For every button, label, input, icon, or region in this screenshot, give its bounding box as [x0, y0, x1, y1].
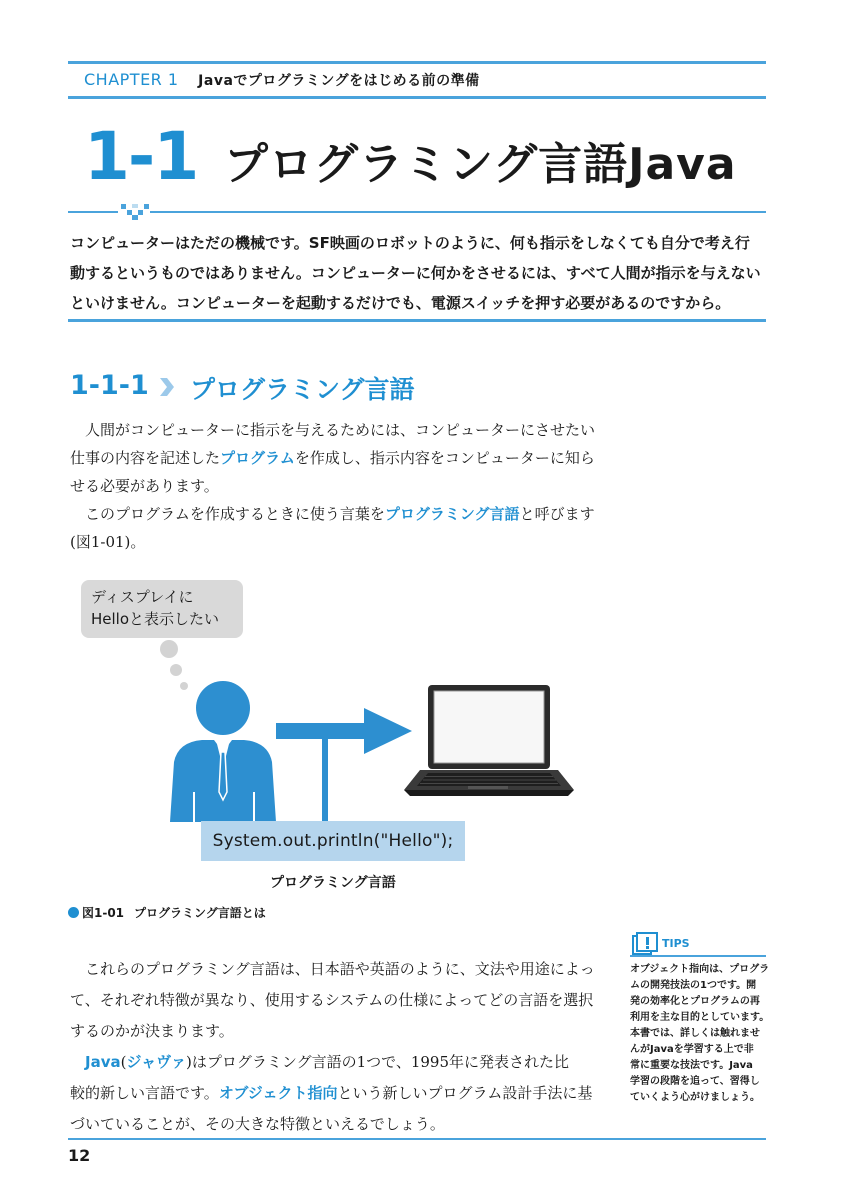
thought-dot — [170, 664, 182, 676]
tips-body — [630, 962, 770, 1106]
footer-rule — [68, 1138, 766, 1140]
figure-caption — [68, 904, 266, 921]
tips-rule — [630, 955, 766, 957]
intro-line: といけません。コンピューターを起動するだけでも、電源スイッチを押す必要があるのですから。 — [70, 294, 731, 312]
text-run: を作成し、指示内容をコンピューターに知ら — [294, 449, 595, 467]
text-run: 仕事の内容を記述した — [70, 449, 221, 467]
chapter-title: Javaでプログラミングをはじめる前の準備 — [198, 73, 480, 89]
keyword-program: プログラム — [220, 449, 295, 467]
caption-number: 図1-01 — [82, 906, 125, 920]
keyword-java: Java — [85, 1053, 121, 1071]
tips-label: TIPS — [662, 937, 690, 950]
paragraph-line: て、それぞれ特徴が異なり、使用するシステムの仕様によってどの言語を選択 — [70, 991, 594, 1009]
paragraph-line: せる必要があります。 — [70, 477, 219, 495]
text-run: ) — [186, 1053, 192, 1071]
keyword-programming-language: プログラミング言語 — [384, 505, 520, 523]
paragraph-line: これらのプログラミング言語は、日本語や英語のように、文法や用途によっ — [85, 960, 595, 978]
tips-line: ていくよう心がけましょう。 — [630, 1092, 760, 1103]
tips-line: 本書では、詳しくは触れませ — [630, 1028, 760, 1039]
paragraph-line — [70, 1047, 610, 1078]
arrow-right-icon — [276, 706, 416, 756]
tips-icon — [632, 932, 658, 956]
text-run: ( — [120, 1053, 127, 1071]
subsection-number: 1-1-1 — [70, 370, 149, 401]
divider-right — [150, 211, 766, 213]
chevron-right-icon — [158, 376, 176, 398]
laptop-icon — [398, 682, 578, 798]
chapter-header — [84, 70, 480, 90]
paragraph-line — [70, 500, 610, 528]
divider-left — [68, 211, 118, 213]
person-icon — [170, 680, 280, 822]
text-run: このプログラムを作成するときに使う言葉を — [85, 505, 385, 523]
tips-line: 発の効率化とプログラムの再 — [630, 996, 760, 1007]
bubble-line: ディスプレイに — [91, 588, 194, 606]
top-rule — [68, 61, 766, 64]
paragraph-line: 人間がコンピューターに指示を与えるためには、コンピューターにさせたい — [85, 421, 596, 439]
chapter-rule — [68, 96, 766, 99]
thought-bubble — [81, 580, 243, 638]
tips-line: オブジェクト指向は、プログラ — [630, 964, 770, 975]
section-title: プログラミング言語Java — [224, 139, 737, 190]
paragraph-line: するのかが決まります。 — [70, 1022, 234, 1040]
keyword-object-oriented: オブジェクト指向 — [218, 1084, 338, 1102]
paragraph-line: づいていることが、その大きな特徴といえるでしょう。 — [70, 1115, 445, 1133]
tips-line: んがJavaを学習する上で非 — [630, 1044, 754, 1055]
connector-line — [321, 736, 329, 822]
tips-line: ムの開発技法の1つです。開 — [630, 980, 757, 991]
text-run: 較的新しい言語です。 — [70, 1084, 219, 1102]
intro-rule — [68, 319, 766, 322]
paragraph-1 — [70, 416, 610, 556]
text-run: と呼びます — [519, 505, 595, 523]
paragraph-line: (図1-01)。 — [70, 533, 146, 551]
section-number: 1-1 — [84, 118, 198, 195]
intro-line: コンピューターはただの機械です。SF映画のロボットのように、何も指示をしなくても自分で考え行 — [70, 234, 750, 252]
paragraph-line — [70, 1078, 610, 1109]
tips-line: 常に重要な技法です。Java — [630, 1060, 753, 1071]
thought-dot — [160, 640, 178, 658]
caption-text: プログラミング言語とは — [134, 906, 266, 920]
tips-line: 利用を主な目的としています。 — [630, 1012, 770, 1023]
paragraph-2 — [70, 954, 610, 1140]
intro-line: 動するというものではありません。コンピューターに何かをさせるには、すべて人間が指示を与えない — [70, 264, 761, 282]
page-number: 12 — [68, 1146, 91, 1165]
text-run: という新しいプログラム設計手法に基 — [337, 1084, 593, 1102]
bullet-icon — [68, 907, 79, 918]
paragraph-line — [70, 444, 610, 472]
keyword-java-reading: ジャヴァ — [126, 1053, 187, 1071]
bubble-line: Helloと表示したい — [91, 610, 220, 628]
code-box: System.out.println("Hello"); — [201, 821, 465, 861]
subsection-title: プログラミング言語 — [190, 375, 415, 404]
tips-line: 学習の段階を追って、習得し — [630, 1076, 760, 1087]
figure-label: プログラミング言語 — [270, 875, 396, 891]
chapter-label: CHAPTER 1 — [84, 70, 179, 89]
text-run: はプログラミング言語の1つで、1995年に発表された比 — [191, 1053, 570, 1071]
intro-text — [70, 228, 766, 318]
pixel-chevron-icon — [119, 202, 151, 222]
